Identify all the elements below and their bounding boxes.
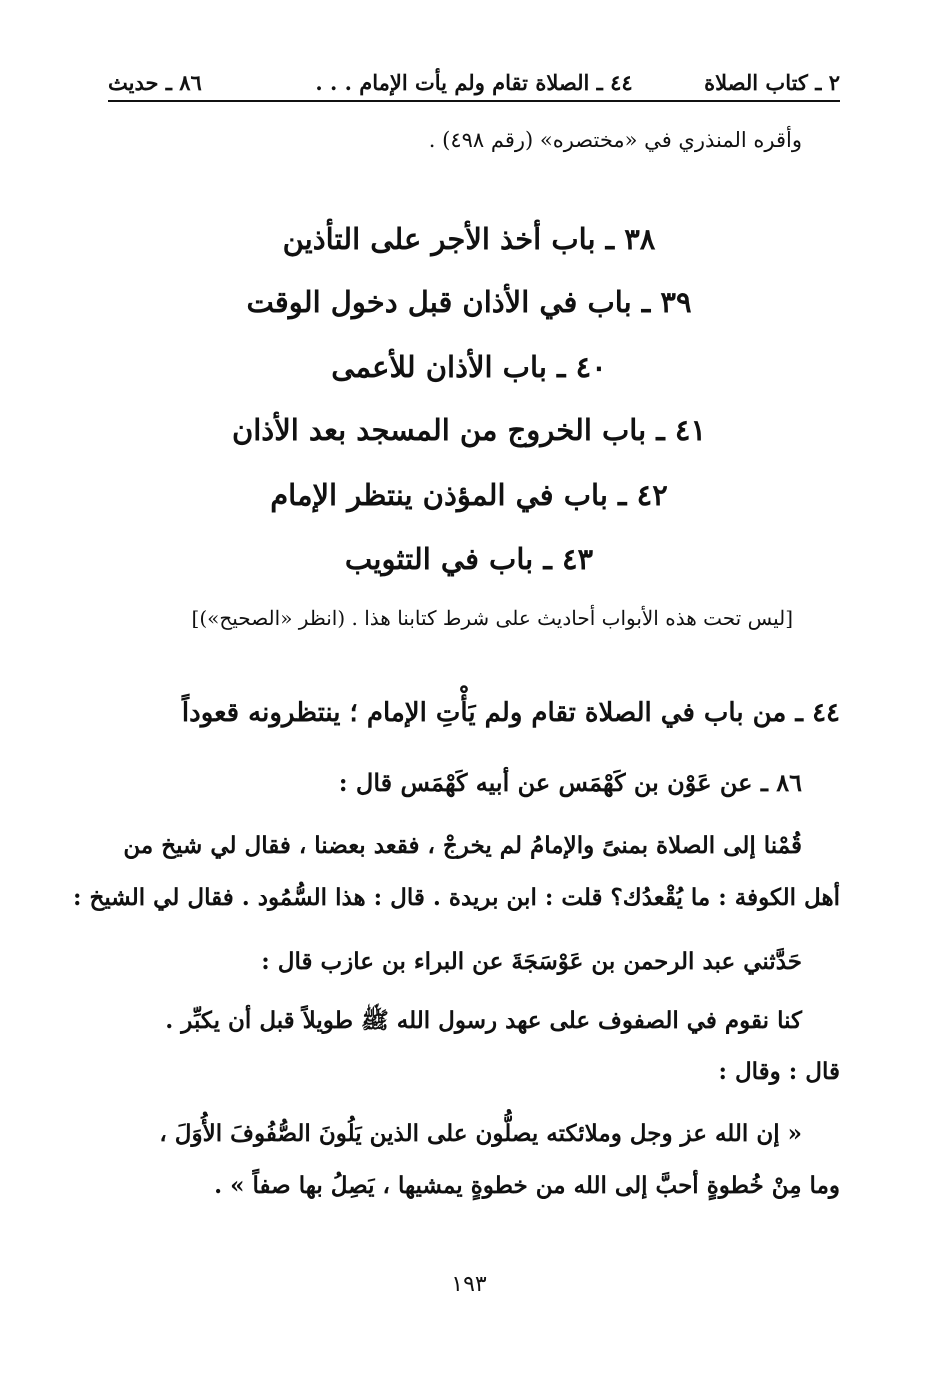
chapter-heading-44: ٤٤ ـ من باب في الصلاة تقام ولم يَأْتِ الإمام ؛ ينتظرونه قعوداً	[181, 698, 840, 728]
hadith-text-line: أهل الكوفة : ما يُقْعدُك؟ قلت : ابن بريدة . قال : هذا السُّمُود . فقال لي الشيخ :	[72, 884, 840, 911]
page-number: ١٩٣	[451, 1272, 487, 1297]
hadith-text-line: قال : وقال :	[718, 1058, 840, 1085]
header-chapter-title: ٤٤ ـ الصلاة تقام ولم يأت الإمام . . .	[315, 70, 633, 95]
intro-line: وأقره المنذري في «مختصره» (رقم ٤٩٨) .	[428, 128, 802, 152]
hadith-text-line: قُمْنا إلى الصلاة بمنىً والإمامُ لم يخرجْ ، فقعد بعضنا ، فقال لي شيخ من	[123, 832, 802, 859]
hadith-text-line: حَدَّثني عبد الرحمن بن عَوْسَجَةَ عن البراء بن عازب قال :	[261, 948, 802, 975]
chapter-heading-42: ٤٢ ـ باب في المؤذن ينتظر الإمام	[270, 478, 668, 512]
editor-note: [ليس تحت هذه الأبواب أحاديث على شرط كتابنا هذا . (انظر «الصحيح»)]	[191, 606, 793, 630]
header-hadith-number: ٨٦ ـ حديث	[108, 70, 202, 95]
hadith-text-line: وما مِنْ خُطوةٍ أحبَّ إلى الله من خطوةٍ يمشيها ، يَصِلُ بها صفاً » .	[214, 1172, 840, 1199]
running-header	[108, 66, 840, 102]
chapter-heading-40: ٤٠ ـ باب الأذان للأعمى	[331, 350, 607, 384]
hadith-text-line: كنا نقوم في الصفوف على عهد رسول الله ﷺ طويلاً قبل أن يكبِّر .	[165, 1007, 802, 1034]
header-book-title: ٢ ـ كتاب الصلاة	[704, 70, 840, 95]
hadith-text-line: « إن الله عز وجل وملائكته يصلُّون على الذين يَلُونَ الصُّفُوفَ الأُوَلَ ،	[159, 1120, 802, 1147]
hadith-heading: ٨٦ ـ عن عَوْن بن كَهْمَس عن أبيه كَهْمَس قال :	[338, 768, 802, 797]
chapter-heading-41: ٤١ ـ باب الخروج من المسجد بعد الأذان	[231, 413, 707, 447]
chapter-heading-39: ٣٩ ـ باب في الأذان قبل دخول الوقت	[246, 285, 692, 319]
chapter-heading-38: ٣٨ ـ باب أخذ الأجر على التأذين	[282, 222, 656, 256]
chapter-heading-43: ٤٣ ـ باب في التثويب	[344, 542, 594, 576]
